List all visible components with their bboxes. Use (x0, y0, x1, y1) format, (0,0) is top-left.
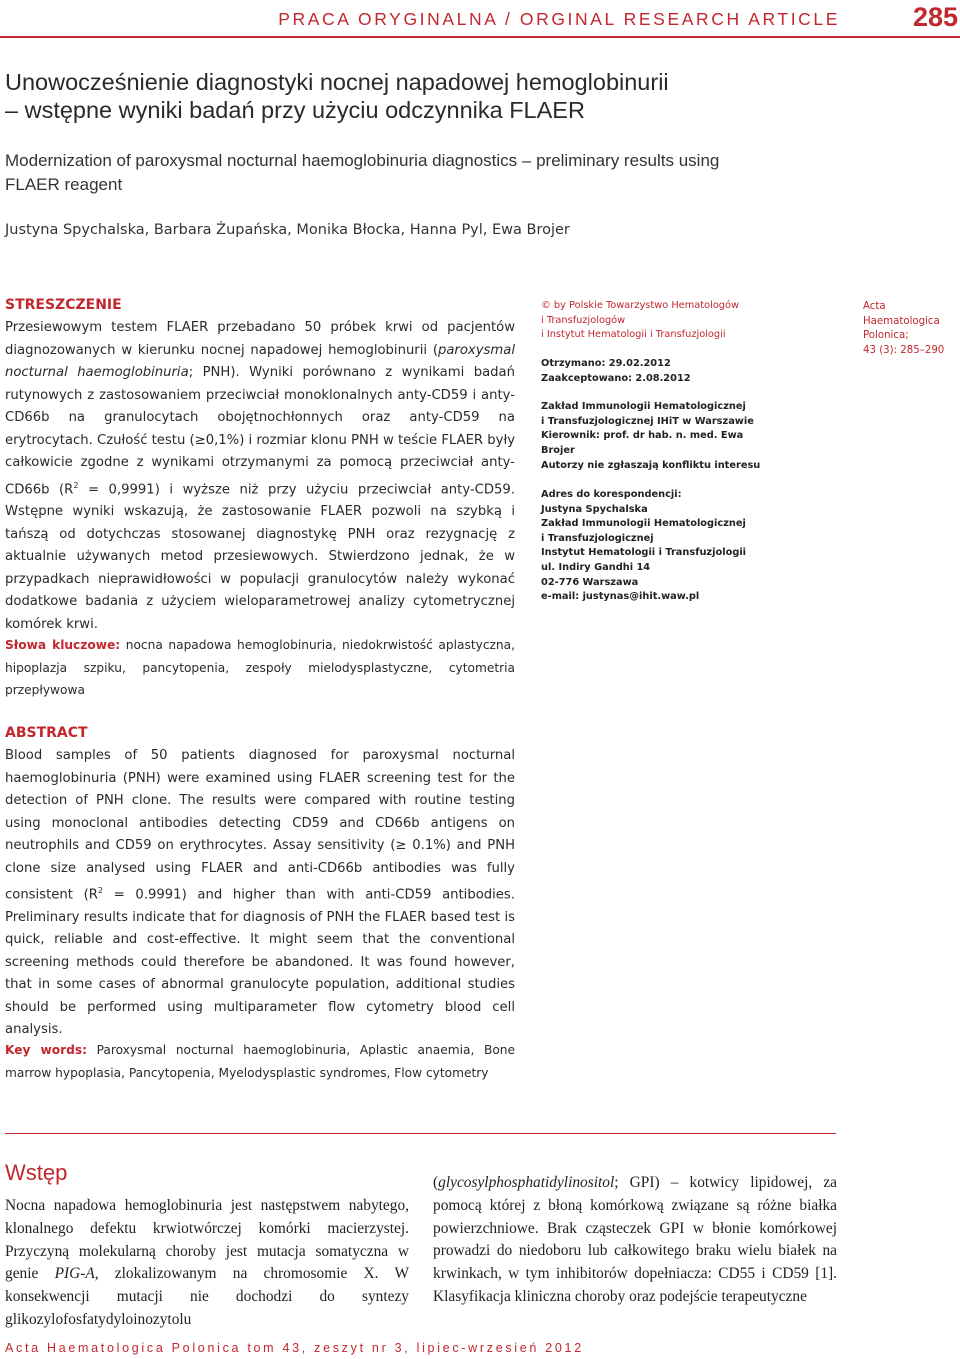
abstract-text (5, 745, 515, 1042)
correspondence-block (541, 488, 771, 605)
streszczenie-text (5, 317, 515, 636)
streszczenie-keywords (5, 634, 515, 702)
intro-col2-italic: glycosylphosphatidylinositol (438, 1174, 615, 1191)
copyright-line: © by Polskie Towarzystwo Hematologów (541, 300, 740, 311)
correspondence-line: ul. Indiry Gandhi 14 (541, 561, 651, 573)
streszczenie-italic: paroxysmal nocturnal haemoglobinuria (5, 342, 515, 380)
keywords-en: Paroxysmal nocturnal haemoglobinuria, Aplastic anaemia, Bone marrow hypoplasia, Pancytopenia, Myelodysplastic syndromes, Flow cytometry (5, 1043, 515, 1080)
journal-citation (863, 300, 958, 358)
copyright-line: i Transfuzjologów (541, 314, 626, 326)
intro-col2-open: ( (433, 1174, 439, 1191)
abstract-part-2: = 0.9991) and higher than with anti-CD59 antibodies. Preliminary results indicate that for diagnosis of PNH the FLAER based test is quick, reliable and cost-effective. It might seem that the conventional screening methods could therefore be abandoned. It was found however, that in some cases of abnormal granulocyte population, additional studies should be performed using multiparameter flow cytometry blood cell analysis. (5, 887, 515, 1038)
correspondence-line: Justyna Spychalska (541, 503, 648, 515)
streszczenie-part-2: ; PNH). Wyniki porównano z wynikami badań rutynowych z zastosowaniem przeciwciał monoklonalnych anty-CD59 i anty-CD66b na granulocytach obojętnochłonnych oraz anty-CD59 na erytrocytach. Czułość testu (≥0,1%) i rozmiar klonu PNH w teście FLAER były całkowicie zgodne z wynikami otrzymanymi za pomocą przeciwciał anty-CD66b (R (5, 365, 515, 497)
streszczenie-part-3: = 0,9991) i wyższe niż przy użyciu przeciwciał anty-CD59. Wstępne wyniki wskazują, że zastosowanie FLAER pozwoli na szybką i tańszą od dotychczas stosowanej diagnostykę PNH oraz rezygnację z aktualnie używanych metod przesiewowych. Stwierdzono jednak, że w przypadkach nieprawidłowości w populacji granulocytów należy wykonać dodatkowe badania z użyciem wieloparametrowej analizy cytometrycznej komórek krwi. (5, 481, 515, 632)
correspondence-line: Zakład Immunologii Hematologicznej (541, 518, 746, 530)
intro-col1-b: , zlokalizowanym na chromosomie X. W konsekwencji mutacji nie dochodzi do syntezy glikozylofosfatydyloinozytolu (5, 1265, 409, 1328)
streszczenie-part-1: Przesiewowym testem FLAER przebadano 50 próbek krwi od pacjentów diagnozowanych w kierunku nocnej napadowej hemoglobinurii ( (5, 320, 515, 358)
article-title (5, 68, 905, 124)
institution-block (541, 400, 771, 458)
correspondence-line: Adres do korespondencji: (541, 489, 682, 500)
section-divider (5, 1133, 836, 1134)
received-date: Otrzymano: 29.02.2012 (541, 358, 671, 369)
dates-block (541, 357, 771, 386)
streszczenie-sup: 2 (73, 480, 79, 490)
article-subtitle (5, 149, 805, 197)
copyright-line: i Instytut Hematologii i Transfuzjologii (541, 329, 726, 341)
correspondence-line: i Transfuzjologicznej (541, 532, 654, 544)
intro-col2-rest: ; GPI) – kotwicy lipidowej, za pomocą której z błoną komórkową związane są różne białka powierzchniowe. Brak cząsteczek GPI w błonie komórkowej prowadzi do niedoboru lub całkowitego braku wielu białek na krwinkach, w tym inhibitorów dopełniacza: CD55 i CD59 [1]. Klasyfikacja kliniczna choroby oraz podejście terapeutyczne (433, 1174, 837, 1305)
page-number: 285 (912, 2, 958, 32)
journal-line: Acta (863, 301, 886, 312)
copyright-block (541, 299, 771, 343)
journal-line: Polonica; (863, 330, 909, 342)
abstract-heading: ABSTRACT (5, 725, 88, 741)
intro-column-2 (433, 1172, 837, 1309)
keywords-pl: nocna napadowa hemoglobinuria, niedokrwistość aplastyczna, hipoplazja szpiku, pancytopenia, zespoły mielodysplastyczne, cytometria przepływowa (5, 638, 515, 697)
title-line-1: Unowocześnienie diagnostyki nocnej napadowej hemoglobinurii (5, 69, 669, 95)
conflict-statement: Autorzy nie zgłaszają konfliktu interesu (541, 460, 761, 471)
abstract-keywords (5, 1039, 515, 1084)
correspondence-email: e-mail: justynas@ihit.waw.pl (541, 591, 700, 603)
streszczenie-heading: STRESZCZENIE (5, 297, 122, 313)
institution-line: Kierownik: prof. dr hab. n. med. Ewa Brojer (541, 430, 744, 456)
header-rule (0, 36, 960, 38)
section-label: PRACA ORYGINALNA / ORGINAL RESEARCH ARTICLE (278, 9, 840, 29)
abstract-sup: 2 (97, 886, 103, 895)
title-line-2: – wstępne wyniki badań przy użyciu odczynnika FLAER (5, 97, 585, 123)
accepted-date: Zaakceptowano: 2.08.2012 (541, 372, 691, 384)
correspondence-line: Instytut Hematologii i Transfuzjologii (541, 547, 747, 559)
intro-col1-a: Nocna napadowa hemoglobinuria jest następstwem nabytego, klonalnego defektu krwiotwórczej komórki macierzystej. Przyczyną molekularną choroby jest mutacja somatyczna w genie (5, 1197, 409, 1283)
keywords-label-pl: Słowa kluczowe: (5, 638, 121, 652)
author-list: Justyna Spychalska, Barbara Żupańska, Monika Błocka, Hanna Pyl, Ewa Brojer (5, 222, 570, 238)
institution-line: i Transfuzjologicznej IHiT w Warszawie (541, 415, 754, 427)
gene-name: PIG-A (54, 1265, 95, 1283)
intro-heading: Wstęp (5, 1160, 68, 1185)
abstract-part-1: Blood samples of 50 patients diagnosed for paroxysmal nocturnal haemoglobinuria (PNH) were examined using FLAER screening test for the detection of PNH clone. The results were compared with routine testing using monoclonal antibodies detecting CD59 and CD66b antigens on neutrophils and CD59 on erythrocytes. Assay sensitivity (≥ 0.1%) and PNH clone size analysed using FLAER and anti-CD66b antibodies was fully consistent (R (5, 748, 515, 903)
journal-line: Haematologica (863, 315, 940, 327)
journal-line: 43 (3): 285–290 (863, 344, 945, 356)
page-header (0, 0, 960, 38)
intro-column-1 (5, 1195, 409, 1332)
keywords-label-en: Key words: (5, 1043, 87, 1057)
subtitle-line-1: Modernization of paroxysmal nocturnal haemoglobinuria diagnostics – preliminary results using (5, 151, 720, 170)
correspondence-line: 02-776 Warszawa (541, 576, 639, 588)
institution-line: Zakład Immunologii Hematologicznej (541, 401, 746, 412)
page-footer: Acta Haematologica Polonica tom 43, zeszyt nr 3, lipiec-wrzesień 2012 (5, 1341, 584, 1355)
subtitle-line-2: FLAER reagent (5, 175, 123, 194)
